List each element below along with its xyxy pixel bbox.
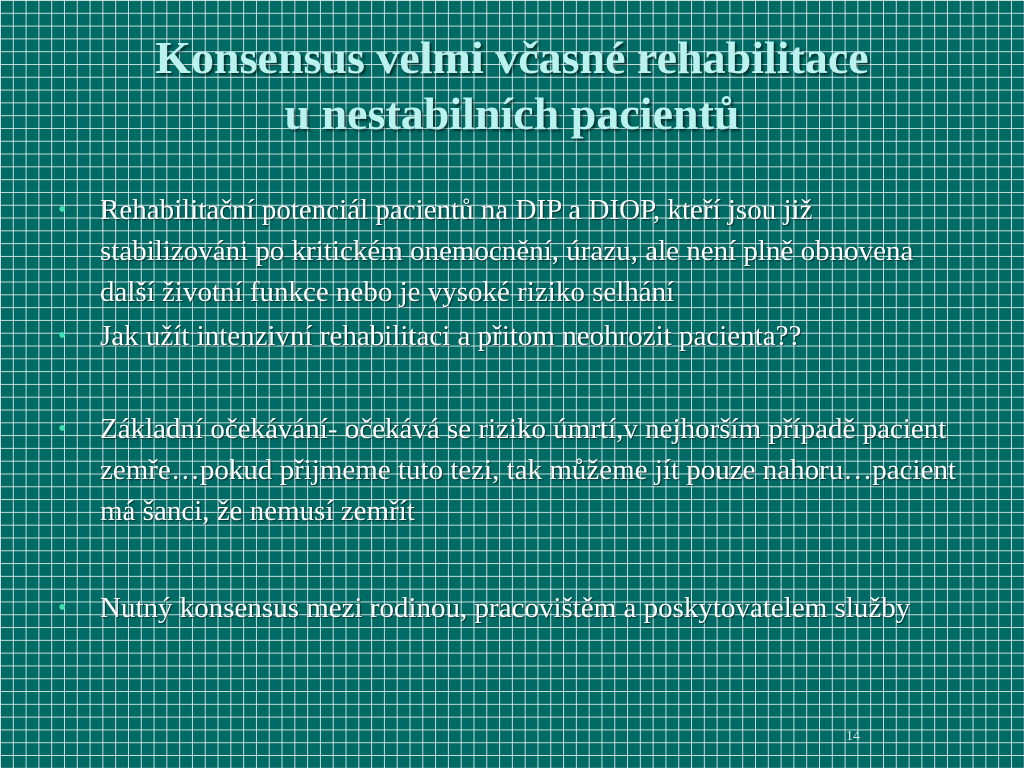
slide-title-line-1: Konsensus velmi včasné rehabilitace xyxy=(155,32,869,83)
bullet-text: Rehabilitační potenciál pacientů na DIP a DIOP, kteří jsou již stabilizováni po kritickém onemocnění, úrazu, ale není plně obnovena další životní funkce nebo je vysoké riziko selhání xyxy=(100,194,914,308)
bullet-list xyxy=(56,190,966,629)
slide-title-line-2: u nestabilních pacientů xyxy=(284,88,740,139)
bullet-text: Základní očekávání- očekává se riziko úmrtí,v nejhorším případě pacient zemře…pokud přijmeme tuto tezi, tak můžeme jít pouze nahoru…pacient má šanci, že nemusí zemřít xyxy=(100,413,957,527)
bullet-item xyxy=(56,588,966,629)
bullet-item xyxy=(56,409,966,532)
bullet-text: Nutný konsensus mezi rodinou, pracovištěm a poskytovatelem služby xyxy=(100,592,911,624)
bullet-icon: • xyxy=(58,416,67,442)
slide-title xyxy=(40,30,984,142)
page-number: 14 xyxy=(846,729,860,744)
bullet-text: Jak užít intenzivní rehabilitaci a přitom neohrozit pacienta?? xyxy=(100,320,802,352)
bullet-item xyxy=(56,316,966,357)
bullet-icon: • xyxy=(58,197,67,223)
bullet-icon: • xyxy=(58,323,67,349)
bullet-item xyxy=(56,190,966,313)
bullet-icon: • xyxy=(58,595,67,621)
